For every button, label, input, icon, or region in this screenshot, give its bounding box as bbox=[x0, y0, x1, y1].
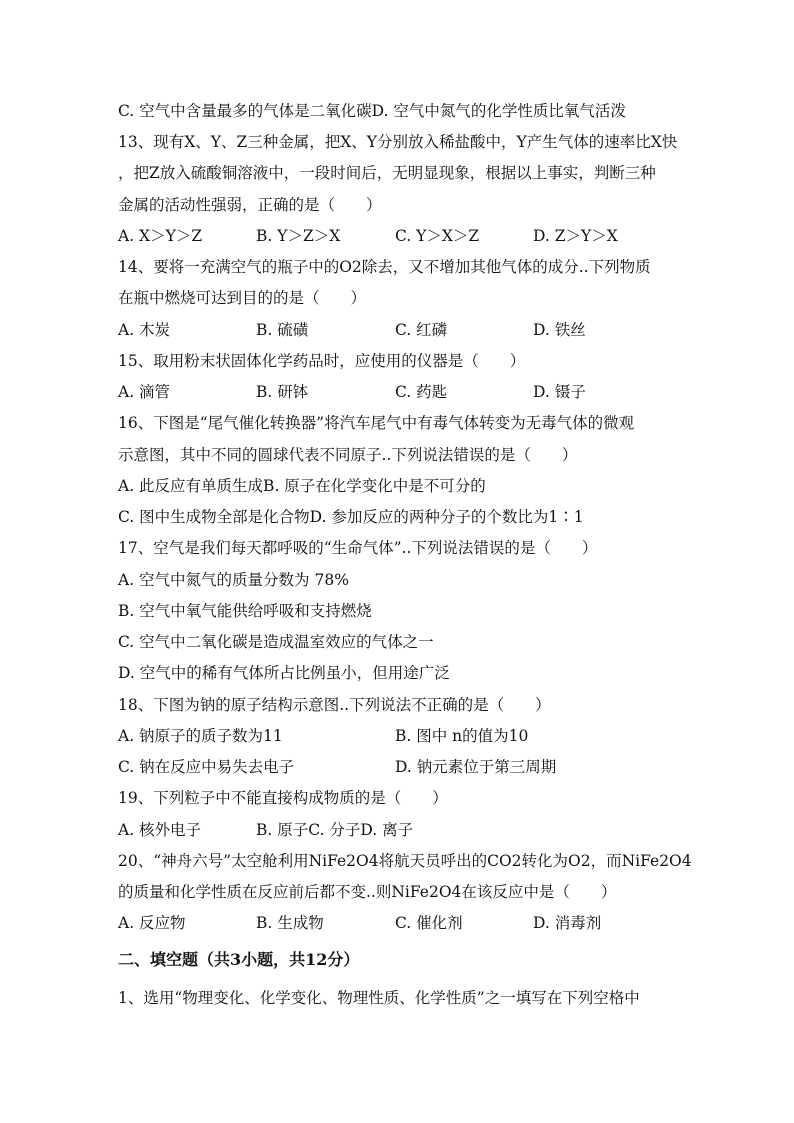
section2-q1-stem: 1、选用“物理变化、化学变化、物理性质、化学性质”之一填写在下列空格中 bbox=[118, 989, 640, 1007]
q17-option-d: D. 空气中的稀有气体所占比例虽小，但用途广泛 bbox=[118, 664, 450, 682]
q18-option-b: B. 图中 n的值为10 bbox=[395, 727, 529, 745]
q20-stem-line-2: 的质量和化学性质在反应前后都不变..则NiFe2O4在该反应中是（ ） bbox=[118, 883, 617, 901]
q14-stem-line-2: 在瓶中燃烧可达到目的的是（ ） bbox=[118, 289, 367, 307]
q13-option-d: D. Z＞Y＞X bbox=[533, 227, 618, 245]
q15-option-c: C. 药匙 bbox=[395, 383, 448, 401]
q20-option-c: C. 催化剂 bbox=[395, 914, 463, 932]
q18-stem: 18、下图为钠的原子结构示意图..下列说法不正确的是（ ） bbox=[118, 696, 551, 714]
q14-option-b: B. 硫磺 bbox=[256, 321, 309, 339]
q17-option-b: B. 空气中氧气能供给呼吸和支持燃烧 bbox=[118, 602, 372, 620]
q20-stem-line-1: 20、“神舟六号”太空舱利用NiFe2O4将航天员呼出的CO2转化为O2，而NiFe2O4 bbox=[118, 852, 692, 870]
q16-options-cd: C. 图中生成物全部是化合物D. 参加反应的两种分子的个数比为1∶1 bbox=[118, 508, 584, 526]
q13-option-c: C. Y＞X＞Z bbox=[395, 227, 480, 245]
q18-option-c: C. 钠在反应中易失去电子 bbox=[118, 758, 295, 776]
q18-option-a: A. 钠原子的质子数为11 bbox=[118, 727, 283, 745]
q19-stem: 19、下列粒子中不能直接构成物质的是（ ） bbox=[118, 789, 448, 807]
q17-option-a: A. 空气中氮气的质量分数为 78% bbox=[118, 571, 349, 589]
q13-option-a: A. X＞Y＞Z bbox=[118, 227, 203, 245]
q20-option-d: D. 消毒剂 bbox=[533, 914, 602, 932]
q20-option-a: A. 反应物 bbox=[118, 914, 186, 932]
q12-options-cd: C. 空气中含量最多的气体是二氧化碳D. 空气中氮气的化学性质比氧气活泼 bbox=[118, 102, 626, 120]
q13-stem-line-1: 13、现有X、Y、Z三种金属，把X、Y分别放入稀盐酸中，Y产生气体的速率比X快 bbox=[118, 133, 678, 151]
q15-stem: 15、取用粉末状固体化学药品时，应使用的仪器是（ ） bbox=[118, 352, 526, 370]
q19-option-a: A. 核外电子 bbox=[118, 821, 202, 839]
q14-option-c: C. 红磷 bbox=[395, 321, 448, 339]
q17-stem: 17、空气是我们每天都呼吸的“生命气体”..下列说法错误的是（ ） bbox=[118, 539, 598, 557]
q16-options-ab: A. 此反应有单质生成B. 原子在化学变化中是不可分的 bbox=[118, 477, 486, 495]
q15-option-d: D. 镊子 bbox=[533, 383, 586, 401]
q19-options-bcd: B. 原子C. 分子D. 离子 bbox=[256, 821, 414, 839]
q13-stem-line-2: ，把Z放入硫酸铜溶液中，一段时间后，无明显现象，根据以上事实，判断三种 bbox=[118, 164, 656, 182]
q17-option-c: C. 空气中二氧化碳是造成温室效应的气体之一 bbox=[118, 633, 434, 651]
q15-option-b: B. 研钵 bbox=[256, 383, 309, 401]
q14-option-a: A. 木炭 bbox=[118, 321, 171, 339]
section-heading: 二、填空题（共3小题，共12分） bbox=[118, 950, 360, 969]
q13-stem-line-3: 金属的活动性强弱，正确的是（ ） bbox=[118, 196, 382, 214]
q14-option-d: D. 铁丝 bbox=[533, 321, 586, 339]
q13-option-b: B. Y＞Z＞X bbox=[256, 227, 341, 245]
q15-option-a: A. 滴管 bbox=[118, 383, 171, 401]
q18-option-d: D. 钠元素位于第三周期 bbox=[395, 758, 557, 776]
q20-option-b: B. 生成物 bbox=[256, 914, 324, 932]
q14-stem-line-1: 14、要将一充满空气的瓶子中的O2除去，又不增加其他气体的成分..下列物质 bbox=[118, 258, 651, 276]
q16-stem-line-1: 16、下图是“尾气催化转换器”将汽车尾气中有毒气体转变为无毒气体的微观 bbox=[118, 414, 635, 432]
q16-stem-line-2: 示意图，其中不同的圆球代表不同原子..下列说法错误的是（ ） bbox=[118, 446, 578, 464]
